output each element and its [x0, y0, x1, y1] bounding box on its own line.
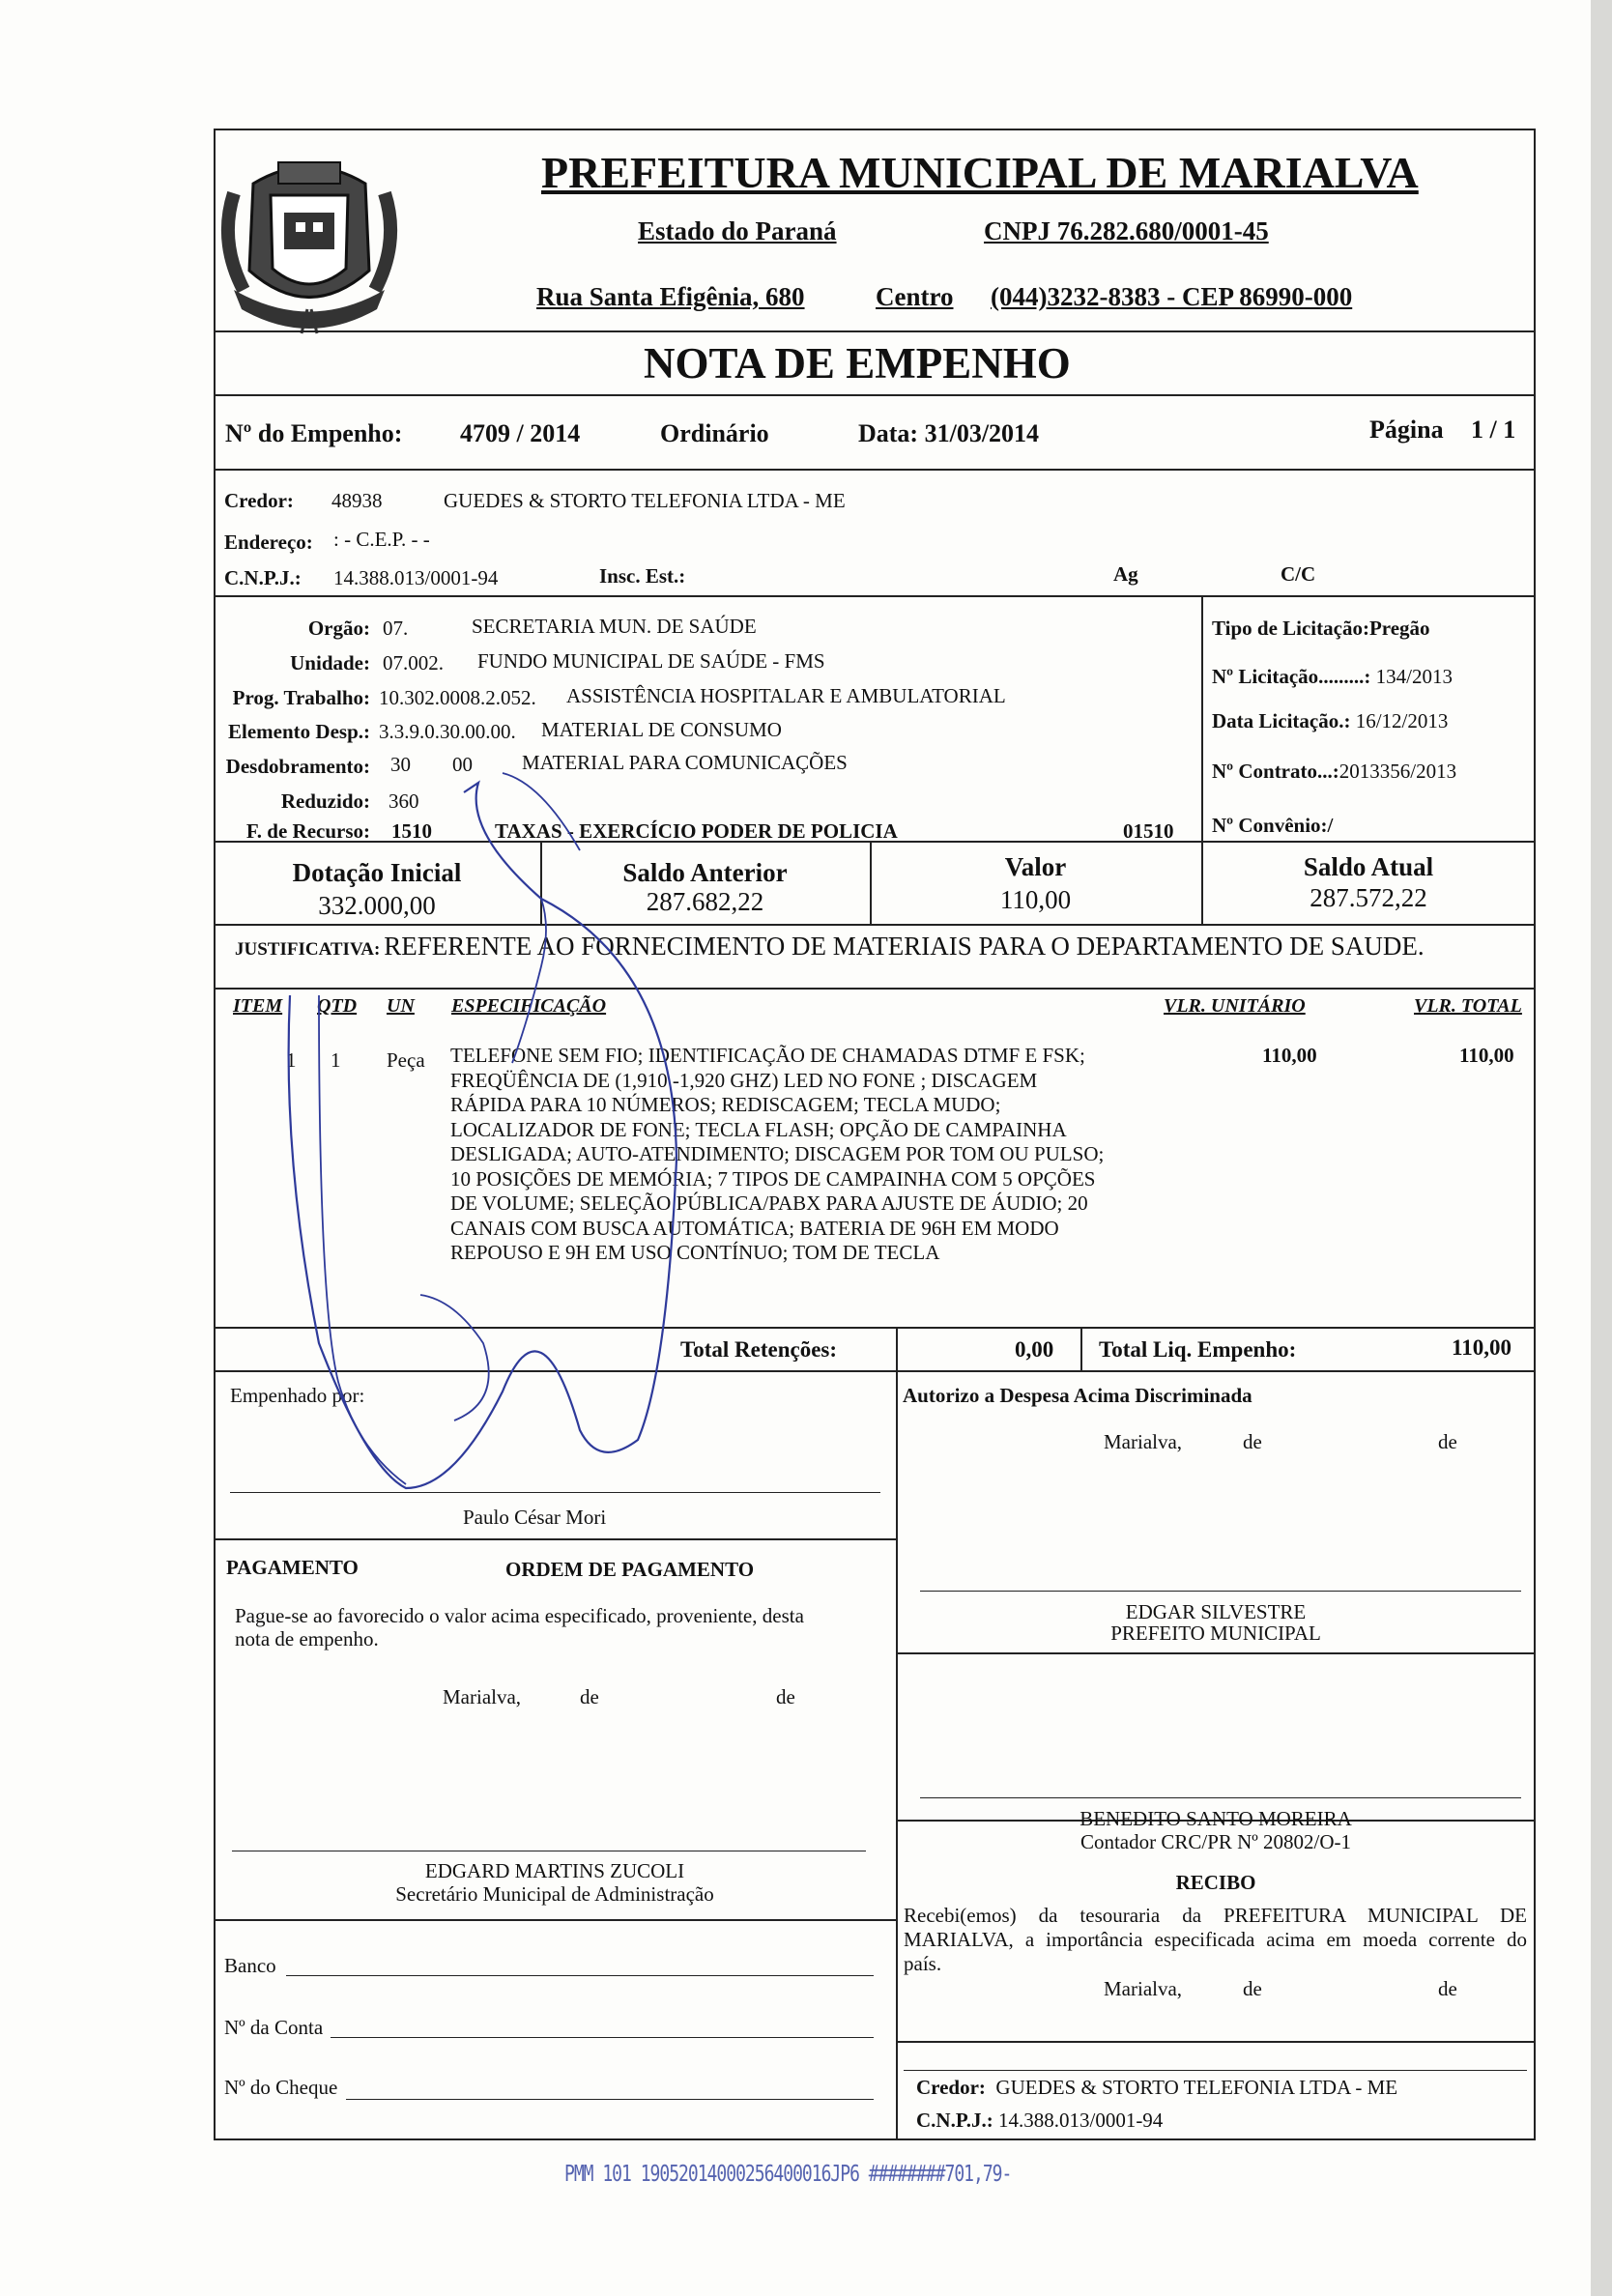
ag-label: Ag [1113, 562, 1138, 586]
col-un: UN [387, 995, 415, 1017]
autorizo-place: Marialva, [1104, 1430, 1183, 1453]
empenho-number: 4709 / 2014 [460, 419, 581, 447]
empenho-type: Ordinário [660, 419, 769, 447]
pague-de-1: de [580, 1685, 599, 1708]
row-qtd: 1 [331, 1048, 341, 1072]
recibo-line-1: Recebi(emos) da tesouraria da PREFEITURA MUNICIPAL DE [904, 1904, 1527, 1927]
endereco-value: : - C.E.P. - - [333, 528, 430, 551]
recurso-label: F. de Recurso: [245, 819, 370, 843]
autorizo-de-1: de [1243, 1430, 1262, 1453]
page-number: 1 / 1 [1471, 416, 1516, 444]
cnpj-label: CNPJ 76.282.680/0001-45 [984, 216, 1269, 245]
retencoes-value: 0,00 [1015, 1337, 1054, 1362]
orgao-code: 07. [383, 617, 409, 640]
recibo-de-1: de [1243, 1977, 1262, 2000]
prog-code: 10.302.0008.2.052. [379, 686, 536, 709]
dotacao-value: 332.000,00 [318, 891, 436, 920]
desdobramento-code: 30 [390, 753, 411, 776]
col-item: ITEM [233, 995, 283, 1017]
final-credor-name: GUEDES & STORTO TELEFONIA LTDA - ME [995, 2076, 1398, 2099]
desdobramento-label: Desdobramento: [225, 755, 370, 778]
licitacao-data-label: Data Licitação.: [1212, 709, 1351, 732]
pague-place: Marialva, [443, 1685, 522, 1708]
credor-code: 48938 [331, 489, 383, 512]
empenho-number-label: Nº do Empenho: [225, 419, 403, 447]
pague-line-1: Pague-se ao favorecido o valor acima especificado, proveniente, desta [235, 1604, 804, 1627]
tipo-licitacao: Tipo de Licitação:Pregão [1212, 617, 1430, 640]
col-spec: ESPECIFICAÇÃO [451, 995, 607, 1017]
unidade-code: 07.002. [383, 651, 444, 674]
valor-value: 110,00 [999, 885, 1072, 914]
secretario-name: EDGARD MARTINS ZUCOLI [424, 1859, 685, 1882]
phone-cep-label: (044)3232-8383 - CEP 86990-000 [991, 282, 1353, 311]
ordem-pagamento-label: ORDEM DE PAGAMENTO [505, 1558, 755, 1581]
final-credor-label: Credor: [916, 2076, 986, 2099]
contrato-value: 2013356/2013 [1339, 760, 1457, 783]
row-un: Peça [387, 1048, 425, 1072]
spec-line: CANAIS COM BUSCA AUTOMÁTICA; BATERIA DE 96H EM MODO [450, 1216, 1059, 1240]
justificativa-text: REFERENTE AO FORNECIMENTO DE MATERIAIS PARA O DEPARTAMENTO DE SAUDE. [384, 932, 1425, 961]
spec-line: DESLIGADA; AUTO-ATENDIMENTO; DISCAGEM POR TOM OU PULSO; [450, 1142, 1105, 1165]
recibo-place: Marialva, [1104, 1977, 1183, 2000]
row-item: 1 [286, 1048, 297, 1072]
prog-name: ASSISTÊNCIA HOSPITALAR E AMBULATORIAL [566, 684, 1006, 707]
footer-code: PMM 101 19052014000256400016JP6 ########701,79- [564, 2161, 1012, 2188]
row-total: 110,00 [1459, 1044, 1514, 1067]
col-qtd: QTD [317, 995, 358, 1017]
justificativa-label: JUSTIFICATIVA: [235, 939, 381, 960]
spec-line: FREQÜÊNCIA DE (1,910 -1,920 GHZ) LED NO FONE ; DISCAGEM [450, 1068, 1038, 1092]
pague-line-2: nota de empenho. [235, 1627, 379, 1650]
col-total: VLR. TOTAL [1414, 995, 1522, 1017]
row-unit-price: 110,00 [1262, 1044, 1317, 1067]
address-label: Rua Santa Efigênia, 680 [536, 282, 805, 311]
cheque-label: Nº do Cheque [224, 2076, 338, 2099]
elemento-label: Elemento Desp.: [228, 720, 370, 743]
credor-cnpj: 14.388.013/0001-94 [333, 566, 499, 589]
empenhado-name: Paulo César Mori [463, 1506, 607, 1529]
dotacao-label: Dotação Inicial [292, 858, 462, 887]
credor-label: Credor: [224, 489, 294, 512]
liq-empenho-label: Total Liq. Empenho: [1099, 1337, 1297, 1362]
licitacao-data: 16/12/2013 [1355, 709, 1449, 732]
spec-line: TELEFONE SEM FIO; IDENTIFICAÇÃO DE CHAMADAS DTMF E FSK; [450, 1044, 1085, 1067]
spec-line: RÁPIDA PARA 10 NÚMEROS; REDISCAGEM; TECLA MUDO; [450, 1093, 1001, 1116]
recurso-num: 01510 [1123, 819, 1174, 843]
scan-edge [1591, 0, 1612, 2296]
contrato-label: Nº Contrato...: [1212, 760, 1339, 783]
reduzido-label: Reduzido: [280, 789, 370, 813]
recurso-name: TAXAS - EXERCÍCIO PODER DE POLICIA [495, 819, 898, 843]
empenho-date: Data: 31/03/2014 [858, 419, 1040, 447]
orgao-name: SECRETARIA MUN. DE SAÚDE [472, 615, 757, 638]
saldo-atual-value: 287.572,22 [1310, 883, 1427, 912]
retencoes-label: Total Retenções: [680, 1337, 838, 1362]
recibo-line-2: MARIALVA, a importância especificada acima em moeda corrente do [904, 1928, 1527, 1951]
spec-line: DE VOLUME; SELEÇÃO PÚBLICA/PABX PARA AJUSTE DE ÁUDIO; 20 [450, 1191, 1088, 1215]
autorizo-label: Autorizo a Despesa Acima Discriminada [903, 1384, 1252, 1407]
cc-label: C/C [1281, 562, 1316, 586]
endereco-label: Endereço: [224, 531, 313, 554]
banco-label: Banco [224, 1954, 276, 1977]
credor-name: GUEDES & STORTO TELEFONIA LTDA - ME [444, 489, 846, 512]
pague-de-2: de [776, 1685, 795, 1708]
col-unit-price: VLR. UNITÁRIO [1164, 995, 1306, 1017]
saldo-atual-label: Saldo Atual [1303, 852, 1434, 881]
saldo-anterior-value: 287.682,22 [646, 887, 764, 916]
unidade-label: Unidade: [290, 651, 370, 674]
state-label: Estado do Paraná [638, 216, 837, 245]
insc-est-label: Insc. Est.: [599, 564, 686, 588]
doc-title: NOTA DE EMPENHO [644, 339, 1071, 387]
orgao-label: Orgão: [307, 617, 370, 640]
recibo-de-2: de [1438, 1977, 1457, 2000]
spec-line: LOCALIZADOR DE FONE; TECLA FLASH; OPÇÃO DE CAMPAINHA [450, 1117, 1067, 1141]
spec-line: 10 POSIÇÕES DE MEMÓRIA; 7 TIPOS DE CAMPAINHA COM 5 OPÇÕES [450, 1166, 1096, 1191]
contador-name: BENEDITO SANTO MOREIRA [1079, 1807, 1352, 1830]
recibo-line-3: país. [904, 1952, 942, 1975]
page-title: PREFEITURA MUNICIPAL DE MARIALVA [541, 148, 1419, 197]
desdobramento-sub: 00 [452, 753, 473, 776]
prefeito-name: EDGAR SILVESTRE [1125, 1600, 1307, 1623]
elemento-code: 3.3.9.0.30.00.00. [379, 720, 516, 743]
district-label: Centro [876, 282, 954, 311]
page-label: Página [1369, 416, 1444, 444]
recurso-code: 1510 [391, 819, 432, 843]
autorizo-de-2: de [1438, 1430, 1457, 1453]
unidade-name: FUNDO MUNICIPAL DE SAÚDE - FMS [477, 649, 825, 673]
recibo-label: RECIBO [1175, 1871, 1256, 1894]
prefeito-title: PREFEITO MUNICIPAL [1110, 1622, 1321, 1645]
spec-line: REPOUSO E 9H EM USO CONTÍNUO; TOM DE TECLA [450, 1241, 940, 1264]
elemento-name: MATERIAL DE CONSUMO [541, 718, 782, 741]
licitacao-numero-label: Nº Licitação.........: [1212, 665, 1371, 688]
liq-empenho-value: 110,00 [1452, 1335, 1511, 1360]
conta-label: Nº da Conta [224, 2016, 324, 2039]
empenhado-label: Empenhado por: [230, 1384, 365, 1407]
convenio: Nº Convênio:/ [1212, 814, 1334, 837]
prog-label: Prog. Trabalho: [232, 686, 370, 709]
secretario-title: Secretário Municipal de Administração [395, 1882, 714, 1906]
saldo-anterior-label: Saldo Anterior [622, 858, 788, 887]
credor-cnpj-label: C.N.P.J.: [224, 566, 302, 589]
reduzido-value: 360 [389, 789, 419, 813]
contador-title: Contador CRC/PR Nº 20802/O-1 [1079, 1830, 1352, 1853]
row-specification [450, 1044, 1146, 1266]
desdobramento-name: MATERIAL PARA COMUNICAÇÕES [522, 751, 848, 774]
pagamento-label: PAGAMENTO [226, 1556, 359, 1579]
final-cnpj-label: C.N.P.J.: [916, 2109, 993, 2132]
final-cnpj: 14.388.013/0001-94 [997, 2109, 1164, 2132]
licitacao-numero: 134/2013 [1375, 665, 1453, 688]
valor-label: Valor [1004, 852, 1067, 881]
